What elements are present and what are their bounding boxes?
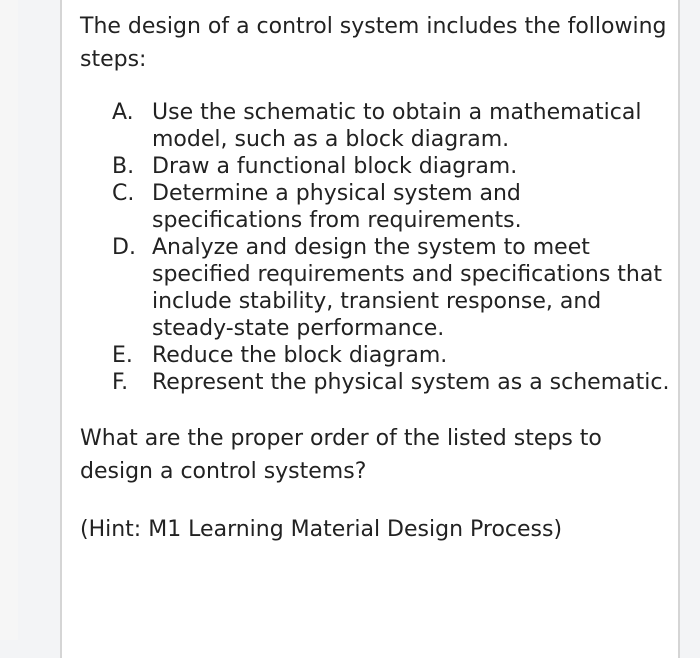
step-letter: F. [112, 370, 129, 395]
steps-list [112, 99, 672, 396]
step-text: Analyze and design the system to meet specified requirements and specifications that include stability, transient response, and steady-state performance. [152, 235, 662, 341]
step-letter: C. [112, 181, 135, 206]
list-item [112, 369, 672, 396]
list-item [112, 342, 672, 369]
list-item [112, 99, 672, 153]
step-letter: A. [112, 100, 134, 125]
background-strip [0, 0, 18, 640]
hint-text: (Hint: M1 Learning Material Design Process) [80, 517, 563, 542]
step-letter: E. [112, 343, 133, 368]
step-text: Determine a physical system and specifications from requirements. [152, 181, 522, 233]
step-text: Represent the physical system as a schematic. [152, 370, 670, 395]
list-item [112, 234, 672, 342]
step-letter: D. [112, 235, 136, 260]
step-text: Draw a functional block diagram. [152, 154, 518, 179]
list-item [112, 153, 672, 180]
step-text: Reduce the block diagram. [152, 343, 448, 368]
step-letter: B. [112, 154, 135, 179]
list-item [112, 180, 672, 234]
question-text: What are the proper order of the listed steps to design a control systems? [80, 426, 602, 484]
step-text: Use the schematic to obtain a mathematical model, such as a block diagram. [152, 100, 642, 152]
question-card [60, 0, 680, 658]
intro-text: The design of a control system includes the following steps: [80, 14, 667, 72]
